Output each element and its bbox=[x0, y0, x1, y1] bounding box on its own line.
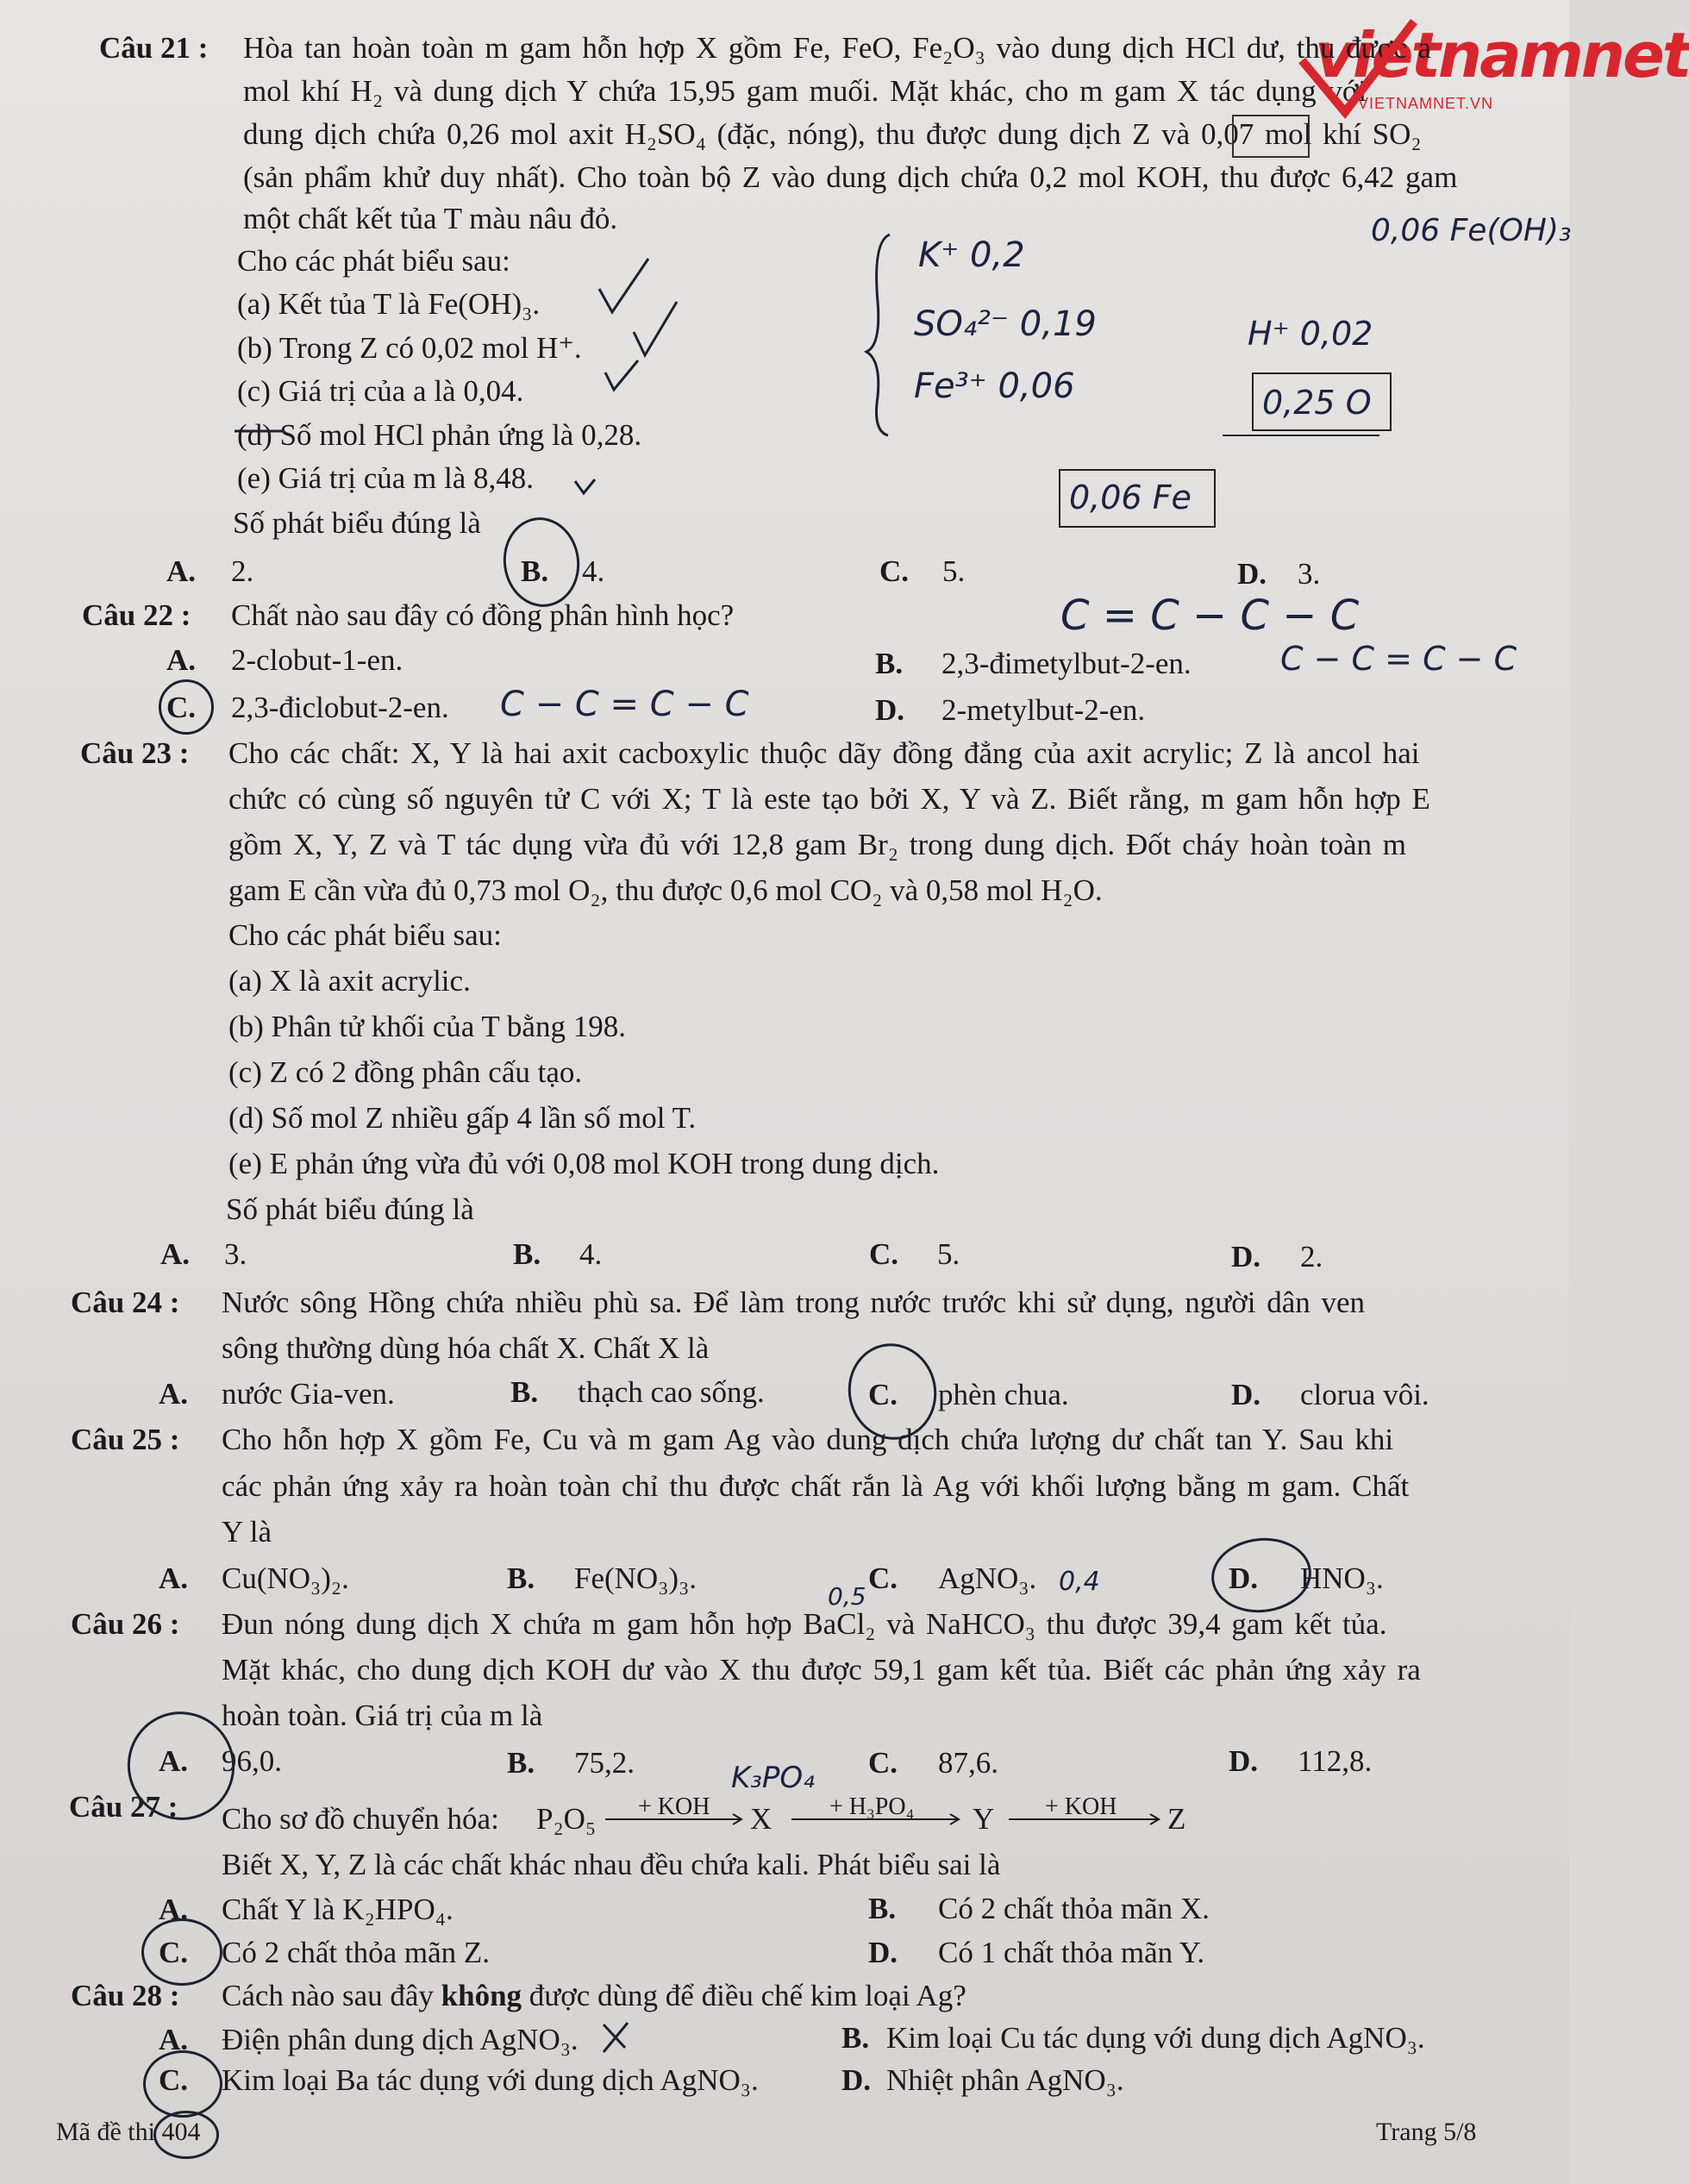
checkmark-a-icon bbox=[599, 259, 648, 312]
q22-option-c: 2,3-điclobut-2-en. bbox=[231, 691, 449, 724]
q23-option-c-label: C. bbox=[869, 1237, 899, 1271]
q28-option-d: Nhiệt phân AgNO₃. bbox=[886, 2063, 1124, 2097]
checkmark-b-icon bbox=[634, 302, 677, 355]
q26-line3: hoàn toàn. Giá trị của m là bbox=[222, 1699, 543, 1732]
q28-option-a-label: A. bbox=[159, 2023, 189, 2056]
q22-option-b-label: B. bbox=[875, 647, 904, 680]
q27-option-a-label: A. bbox=[159, 1893, 189, 1926]
q21-option-d-label: D. bbox=[1237, 557, 1267, 591]
q27-z: Z bbox=[1167, 1802, 1186, 1836]
q23-statement-e: (e) E phản ứng vừa đủ với 0,08 mol KOH trong dung dịch. bbox=[228, 1147, 940, 1180]
cross-mark-icon bbox=[604, 2023, 628, 2052]
q27-arrow3-label: + KOH bbox=[1045, 1793, 1117, 1820]
brace-mark bbox=[866, 235, 890, 435]
handwriting-k3po4: K₃PO₄ bbox=[731, 1761, 815, 1795]
q23-statement-b: (b) Phân tử khối của T bằng 198. bbox=[228, 1010, 626, 1043]
q21-line4: (sản phẩm khử duy nhất). Cho toàn bộ Z vào dung dịch chứa 0,2 mol KOH, thu được 6,42 gam bbox=[243, 160, 1458, 194]
q23-line3: gồm X, Y, Z và T tác dụng vừa đủ với 12,8 gam Br₂ trong dung dịch. Đốt cháy hoàn toàn m bbox=[228, 828, 1406, 861]
q27-option-d-label: D. bbox=[868, 1936, 898, 1969]
q21-intro: Cho các phát biểu sau: bbox=[237, 244, 510, 278]
q21-number: Câu 21 : bbox=[99, 31, 209, 65]
q22-option-a-label: A. bbox=[166, 643, 197, 677]
q26-line2: Mặt khác, cho dung dịch KOH dư vào X thu được 59,1 gam kết tủa. Biết các phản ứng xảy ra bbox=[222, 1653, 1421, 1686]
q23-option-a-label: A. bbox=[160, 1237, 191, 1271]
q21-line1: Hòa tan hoàn toàn m gam hỗn hợp X gồm Fe, FeO, Fe₂O₃ vào dung dịch HCl dư, thu được a bbox=[243, 31, 1431, 65]
logo-swoosh-icon bbox=[1302, 22, 1414, 112]
handwriting-chain-dichloro: C − C = C − C bbox=[500, 685, 749, 724]
q22-option-c-label: C. bbox=[166, 691, 197, 724]
handwriting-05: 0,5 bbox=[828, 1582, 866, 1611]
logo-url: VIETNAMNET.VN bbox=[1358, 95, 1494, 112]
q24-line2: sông thường dùng hóa chất X. Chất X là bbox=[222, 1331, 710, 1365]
handwriting-k: K⁺ 0,2 bbox=[918, 235, 1025, 275]
q23-statement-c: (c) Z có 2 đồng phân cấu tạo. bbox=[228, 1055, 583, 1089]
q26-option-d-label: D. bbox=[1229, 1744, 1259, 1778]
q21-ask: Số phát biểu đúng là bbox=[233, 506, 481, 540]
q28-option-c: Kim loại Ba tác dụng với dung dịch AgNO₃. bbox=[222, 2063, 759, 2097]
q24-option-c: phèn chua. bbox=[938, 1378, 1069, 1411]
handwriting-fe: Fe³⁺ 0,06 bbox=[914, 366, 1075, 406]
q21-option-c: 5. bbox=[942, 554, 966, 588]
q21-line2: mol khí H₂ và dung dịch Y chứa 15,95 gam muối. Mặt khác, cho m gam X tác dụng với bbox=[243, 74, 1367, 108]
q27-option-b-label: B. bbox=[868, 1892, 897, 1925]
q24-option-c-label: C. bbox=[868, 1378, 898, 1411]
q27-line2: Biết X, Y, Z là các chất khác nhau đều chứa kali. Phát biểu sai là bbox=[222, 1848, 1001, 1881]
q21-option-c-label: C. bbox=[879, 554, 910, 588]
q25-line3: Y là bbox=[222, 1515, 272, 1549]
q25-option-a-label: A. bbox=[159, 1561, 189, 1595]
q28-option-d-label: D. bbox=[841, 2063, 872, 2097]
footer-page-number: Trang 5/8 bbox=[1376, 2118, 1477, 2146]
q25-line2: các phản ứng xảy ra hoàn toàn chỉ thu được chất rắn là Ag với khối lượng bằng m gam. Chất bbox=[222, 1469, 1410, 1503]
q21-statement-c: (c) Giá trị của a là 0,04. bbox=[237, 374, 524, 408]
q28-option-b: Kim loại Cu tác dụng với dung dịch AgNO₃. bbox=[886, 2021, 1425, 2055]
q28-number: Câu 28 : bbox=[71, 1979, 180, 2012]
q22-number: Câu 22 : bbox=[82, 598, 191, 632]
q25-option-d: HNO₃. bbox=[1300, 1561, 1384, 1595]
q25-option-b-label: B. bbox=[507, 1561, 535, 1595]
q26-option-c: 87,6. bbox=[938, 1746, 998, 1780]
q25-number: Câu 25 : bbox=[71, 1423, 180, 1456]
q27-option-c-label: C. bbox=[159, 1936, 189, 1969]
q27-scheme-label: Cho sơ đồ chuyển hóa: bbox=[222, 1802, 499, 1836]
q28-text-post: được dùng để điều chế kim loại Ag? bbox=[529, 1979, 966, 2012]
q22-option-b: 2,3-đimetylbut-2-en. bbox=[941, 647, 1192, 680]
q23-option-d-label: D. bbox=[1231, 1240, 1261, 1273]
q26-option-a: 96,0. bbox=[222, 1744, 282, 1778]
q21-statement-d: (d) Số mol HCl phản ứng là 0,28. bbox=[237, 418, 642, 452]
q21-option-a: 2. bbox=[231, 554, 254, 588]
q24-option-a: nước Gia-ven. bbox=[222, 1377, 395, 1411]
q24-option-b-label: B. bbox=[510, 1375, 539, 1409]
q23-option-b-label: B. bbox=[513, 1237, 541, 1271]
q28-option-b-label: B. bbox=[841, 2021, 870, 2055]
q26-option-c-label: C. bbox=[868, 1746, 898, 1780]
q25-line1: Cho hỗn hợp X gồm Fe, Cu và m gam Ag vào dung dịch chứa lượng dư chất tan Y. Sau khi bbox=[222, 1423, 1394, 1456]
q24-option-a-label: A. bbox=[159, 1377, 189, 1411]
q22-text: Chất nào sau đây có đồng phân hình học? bbox=[231, 598, 735, 632]
checkmark-c-icon bbox=[605, 360, 638, 390]
q23-statement-a: (a) X là axit acrylic. bbox=[228, 964, 471, 998]
q27-option-c: Có 2 chất thỏa mãn Z. bbox=[222, 1936, 491, 1969]
q23-option-b: 4. bbox=[579, 1237, 603, 1271]
q23-line4: gam E cần vừa đủ 0,73 mol O₂, thu được 0,6 mol CO₂ và 0,58 mol H₂O. bbox=[228, 873, 1103, 907]
q21-statement-a: (a) Kết tủa T là Fe(OH)₃. bbox=[237, 287, 541, 321]
footer-exam-code: Mã đề thi 404 bbox=[56, 2118, 201, 2146]
q25-option-d-label: D. bbox=[1229, 1561, 1259, 1595]
handwriting-box-o-text: 0,25 O bbox=[1262, 384, 1372, 422]
q23-line1: Cho các chất: X, Y là hai axit cacboxylic thuộc dãy đồng đẳng của axit acrylic; Z là ancol hai bbox=[228, 736, 1420, 770]
handwriting-so4: SO₄²⁻ 0,19 bbox=[914, 304, 1097, 344]
q22-option-d: 2-metylbut-2-en. bbox=[941, 693, 1146, 727]
q21-option-b-label: B. bbox=[521, 554, 549, 588]
q26-option-b: 75,2. bbox=[574, 1746, 635, 1780]
q23-option-c: 5. bbox=[937, 1237, 960, 1271]
q27-number: Câu 27 : bbox=[69, 1790, 178, 1824]
q26-line1: Đun nóng dung dịch X chứa m gam hỗn hợp BaCl₂ và NaHCO₃ thu được 39,4 gam kết tủa. bbox=[222, 1607, 1387, 1641]
q26-option-d: 112,8. bbox=[1298, 1744, 1373, 1778]
handwriting-feoh3: 0,06 Fe(OH)₃ bbox=[1371, 213, 1572, 248]
q27-x: X bbox=[750, 1802, 773, 1836]
q21-statement-e: (e) Giá trị của m là 8,48. bbox=[237, 461, 535, 495]
q23-ask: Số phát biểu đúng là bbox=[226, 1192, 474, 1226]
handwriting-04: 0,4 bbox=[1059, 1567, 1100, 1597]
q23-option-d: 2. bbox=[1300, 1240, 1323, 1273]
q28-text-bold: không bbox=[441, 1979, 522, 2012]
q24-option-d-label: D. bbox=[1231, 1378, 1261, 1411]
q24-option-b: thạch cao sống. bbox=[578, 1375, 765, 1409]
checkmark-e-icon bbox=[575, 479, 595, 493]
q22-option-d-label: D. bbox=[875, 693, 905, 727]
q26-number: Câu 26 : bbox=[71, 1607, 180, 1641]
handwriting-chain-branched: C − C = C − C bbox=[1280, 640, 1517, 678]
q26-option-b-label: B. bbox=[507, 1746, 535, 1780]
q28-option-c-label: C. bbox=[159, 2063, 189, 2097]
q28-text-pre: Cách nào sau đây bbox=[222, 1979, 434, 2012]
q21-option-d: 3. bbox=[1298, 557, 1321, 591]
q23-intro: Cho các phát biểu sau: bbox=[228, 918, 502, 952]
q24-line1: Nước sông Hồng chứa nhiều phù sa. Để làm trong nước trước khi sử dụng, người dân ven bbox=[222, 1286, 1366, 1319]
logo-wordmark: vietnamnet bbox=[1315, 19, 1689, 91]
q24-number: Câu 24 : bbox=[71, 1286, 180, 1319]
q23-option-a: 3. bbox=[224, 1237, 247, 1271]
q21-line5: một chất kết tủa T màu nâu đỏ. bbox=[243, 202, 618, 235]
q23-line2: chức có cùng số nguyên tử C với X; T là este tạo bởi X, Y và Z. Biết rằng, m gam hỗn hợp E bbox=[228, 782, 1430, 816]
handwriting-hplus: H⁺ 0,02 bbox=[1248, 315, 1373, 353]
q22-option-a: 2-clobut-1-en. bbox=[231, 643, 403, 677]
q25-option-b: Fe(NO₃)₃. bbox=[574, 1561, 697, 1595]
q27-option-a: Chất Y là K₂HPO₄. bbox=[222, 1893, 454, 1926]
q25-option-c: AgNO₃. bbox=[938, 1561, 1037, 1595]
q27-option-d: Có 1 chất thỏa mãn Y. bbox=[938, 1936, 1205, 1969]
q27-arrow2-label: + H₃PO₄ bbox=[829, 1793, 915, 1820]
q24-option-d: clorua vôi. bbox=[1300, 1378, 1429, 1411]
q21-option-b: 4. bbox=[582, 554, 605, 588]
q27-arrow1-label: + KOH bbox=[638, 1793, 710, 1820]
q27-p2o5: P₂O₅ bbox=[536, 1802, 597, 1836]
handwriting-box-fe-text: 0,06 Fe bbox=[1069, 479, 1192, 516]
q28-option-a: Điện phân dung dịch AgNO₃. bbox=[222, 2023, 579, 2056]
q25-option-a: Cu(NO₃)₂. bbox=[222, 1561, 349, 1595]
q26-option-a-label: A. bbox=[159, 1744, 189, 1778]
q21-line3: dung dịch chứa 0,26 mol axit H₂SO₄ (đặc, nóng), thu được dung dịch Z và 0,07 mol khí SO₂ bbox=[243, 117, 1422, 151]
q21-statement-b: (b) Trong Z có 0,02 mol H⁺. bbox=[237, 331, 582, 365]
q23-statement-d: (d) Số mol Z nhiều gấp 4 lần số mol T. bbox=[228, 1101, 697, 1135]
q21-option-a-label: A. bbox=[166, 554, 197, 588]
q27-option-b: Có 2 chất thỏa mãn X. bbox=[938, 1892, 1210, 1925]
q25-option-c-label: C. bbox=[868, 1561, 898, 1595]
handwriting-chain-c4: C = C − C − C bbox=[1060, 591, 1360, 640]
q23-number: Câu 23 : bbox=[80, 736, 190, 770]
box-around-007 bbox=[1233, 116, 1309, 157]
q27-y: Y bbox=[973, 1802, 995, 1836]
